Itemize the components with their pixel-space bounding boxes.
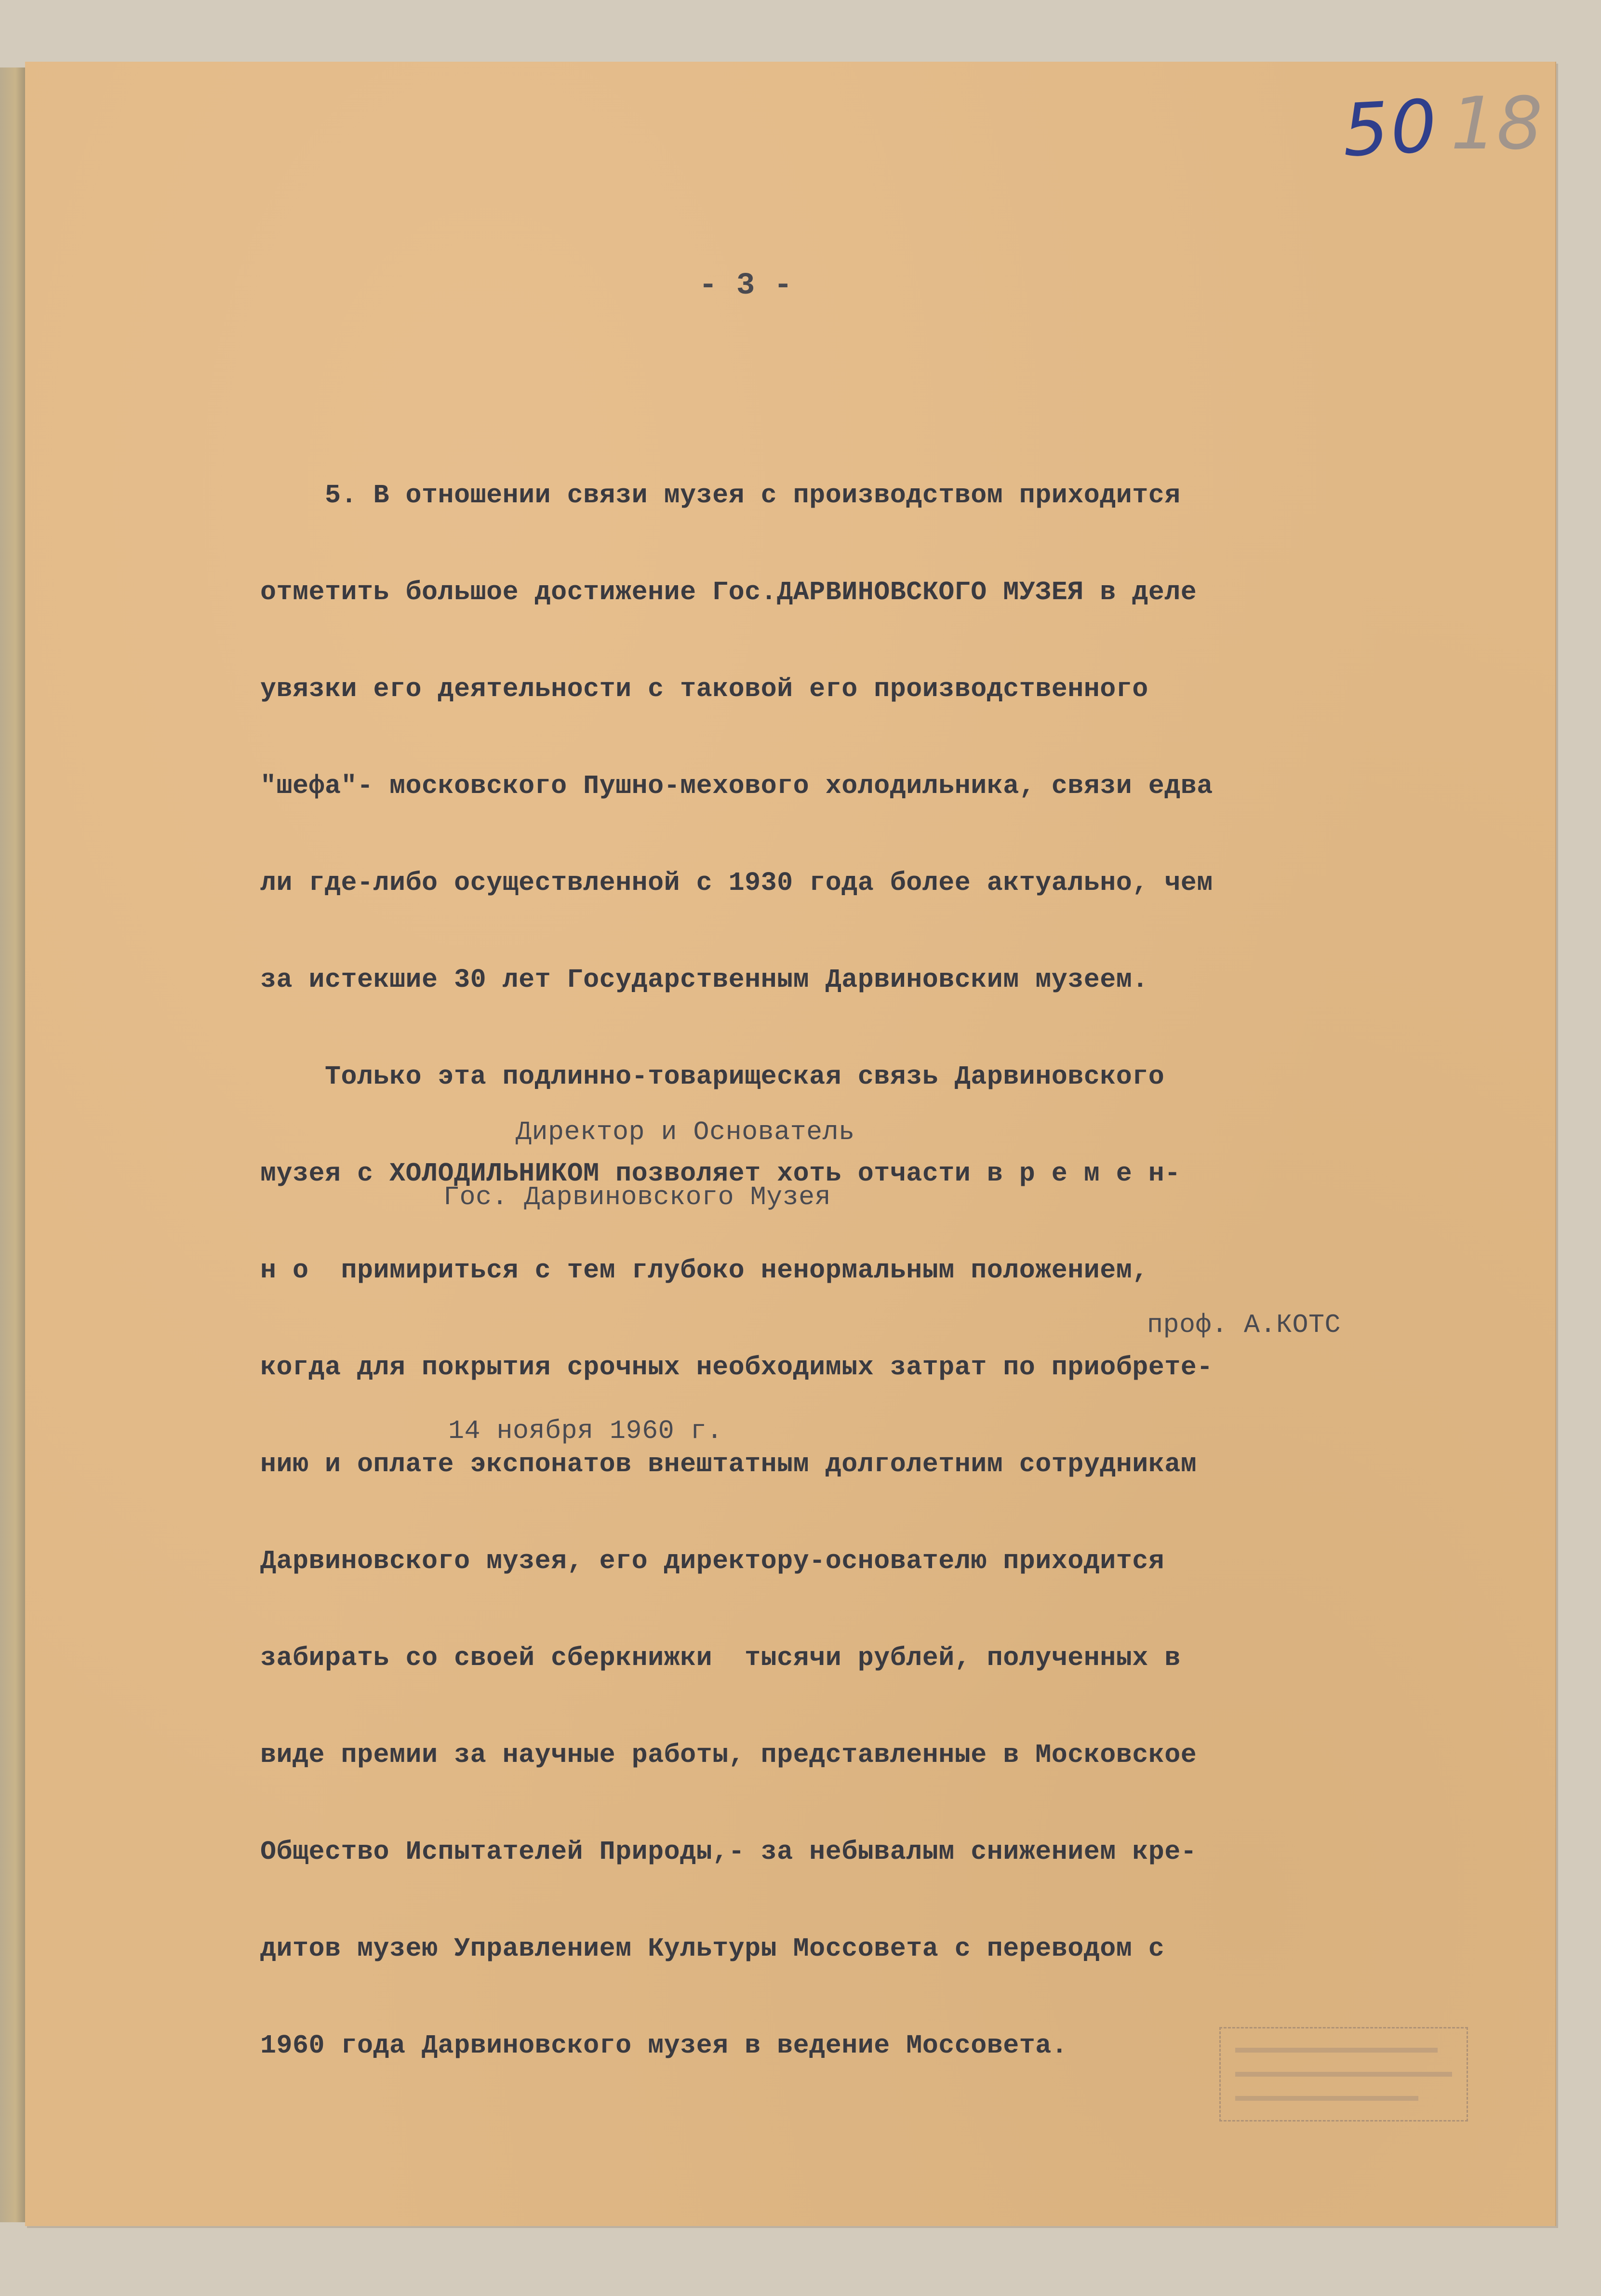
body-line: 1960 года Дарвиновского музея в ведение Моссовета. bbox=[260, 2030, 1068, 2061]
body-line: увязки его деятельности с таковой его производственного bbox=[260, 674, 1148, 704]
body-line: забирать со своей сберкнижки тысячи рублей, полученных в bbox=[260, 1643, 1181, 1673]
body-line: за истекшие 30 лет Государственным Дарвиновским музеем. bbox=[260, 965, 1148, 995]
body-line: Общество Испытателей Природы,- за небывалым снижением кре- bbox=[260, 1837, 1197, 1867]
body-line: отметить большое достижение Гос.ДАРВИНОВСКОГО МУЗЕЯ в деле bbox=[260, 577, 1197, 607]
document-body bbox=[260, 415, 1213, 2094]
body-line: "шефа"- московского Пушно-мехового холодильника, связи едва bbox=[260, 771, 1213, 801]
body-line: дитов музею Управлением Культуры Моссовета с переводом с bbox=[260, 1933, 1165, 1964]
body-line: 5. В отношении связи музея с производством приходится bbox=[260, 480, 1181, 510]
signature-title: Директор и Основатель bbox=[516, 1117, 855, 1147]
archive-stamp bbox=[1219, 2027, 1468, 2121]
signature-organization: Гос. Дарвиновского Музея bbox=[443, 1182, 831, 1212]
body-line: нию и оплате экспонатов внештатным долголетним сотрудникам bbox=[260, 1449, 1197, 1479]
page-number: - 3 - bbox=[699, 269, 793, 303]
body-line: н о примириться с тем глубоко ненормальным положением, bbox=[260, 1255, 1148, 1286]
body-line: ли где-либо осуществленной с 1930 года более актуально, чем bbox=[260, 868, 1213, 898]
stamp-mark bbox=[1235, 2096, 1418, 2101]
stamp-mark bbox=[1235, 2072, 1452, 2077]
document-date: 14 ноября 1960 г. bbox=[448, 1416, 723, 1446]
stamp-mark bbox=[1235, 2048, 1438, 2053]
body-line: когда для покрытия срочных необходимых затрат по приобрете- bbox=[260, 1352, 1213, 1383]
body-line: музея с ХОЛОДИЛЬНИКОМ позволяет хоть отчасти в р е м е н- bbox=[260, 1158, 1181, 1189]
struck-folio-number: 18 bbox=[1451, 82, 1543, 166]
folio-number: 50 bbox=[1340, 84, 1441, 174]
signature-name: проф. А.КОТС bbox=[1147, 1310, 1341, 1340]
body-line: Дарвиновского музея, его директору-основателю приходится bbox=[260, 1546, 1165, 1576]
body-line: виде премии за научные работы, представленные в Московское bbox=[260, 1740, 1197, 1770]
body-line: Только эта подлинно-товарищеская связь Дарвиновского bbox=[260, 1061, 1165, 1092]
